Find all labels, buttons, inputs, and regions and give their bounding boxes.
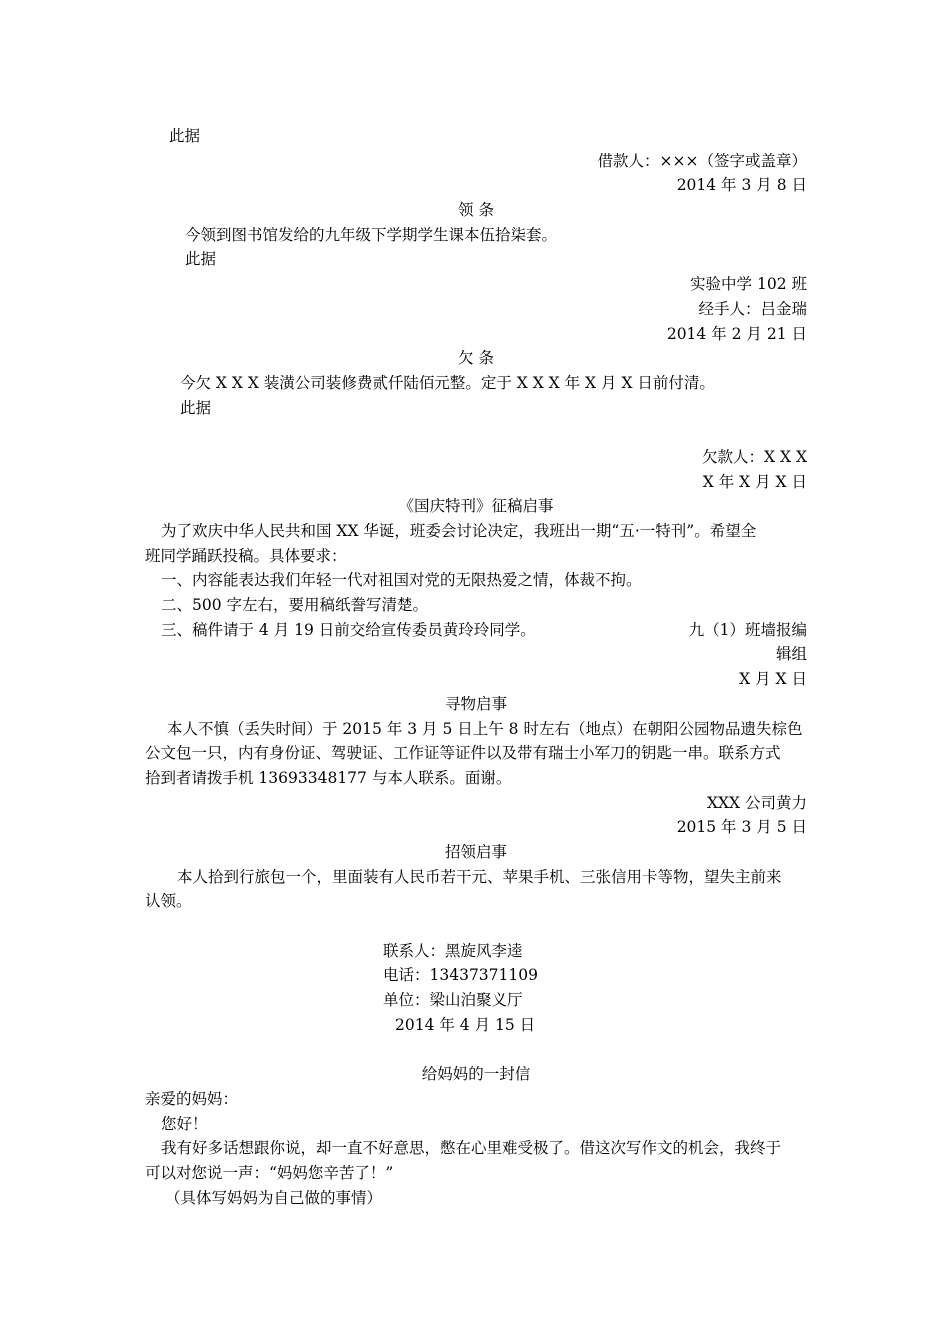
- debt-note-title: 欠 条: [458, 349, 494, 368]
- lost-notice-line-1: 本人不慎（丢失时间）于 2015 年 3 月 5 日上午 8 时左右（地点）在朝阳公园物品遗失棕色: [167, 719, 803, 738]
- lost-notice-line-3: 拾到者请拨手机 13693348177 与本人联系。面谢。: [145, 768, 512, 787]
- receipt-date: 2014 年 2 月 21 日: [666, 324, 807, 343]
- lost-notice-sign: XXX 公司黄力: [706, 793, 807, 812]
- spacer: [145, 914, 807, 939]
- receipt-title: 领 条: [458, 201, 494, 220]
- found-notice-contact: 联系人：黑旋风李逵: [383, 941, 523, 960]
- letter-para-1: 我有好多话想跟你说，却一直不好意思，憋在心里难受极了。借这次写作文的机会，我终于: [161, 1139, 782, 1158]
- call-for-papers-date: X 月 X 日: [739, 670, 807, 689]
- spacer: [145, 1037, 807, 1062]
- call-for-papers-intro-1: 为了欢庆中华人民共和国 XX 华诞，班委会讨论决定，我班出一期“五·一特刊”。希望全: [161, 522, 757, 540]
- receipt-ci-ju: 此据: [185, 250, 217, 269]
- debt-note-debtor: 欠款人：X X X: [702, 447, 807, 466]
- lost-notice-date: 2015 年 3 月 5 日: [676, 818, 807, 837]
- found-notice-line-1: 本人拾到行旅包一个，里面装有人民币若干元、苹果手机、三张信用卡等物，望失主前来: [177, 867, 782, 886]
- iou-date: 2014 年 3 月 8 日: [676, 176, 807, 195]
- found-notice-line-2: 认领。: [145, 892, 192, 911]
- call-for-papers-req-3-row: [145, 618, 807, 643]
- letter-greeting: 您好！: [161, 1114, 208, 1133]
- letter-note: （具体写妈妈为自己做的事情）: [165, 1188, 383, 1207]
- call-for-papers-sign-1: 九（1）班墙报编: [688, 620, 807, 639]
- letter-salutation: 亲爱的妈妈：: [145, 1089, 239, 1108]
- debt-note-body: 今欠 X X X 装潢公司装修费贰仟陆佰元整。定于 X X X 年 X 月 X 日前付清。: [180, 373, 715, 392]
- found-notice-unit: 单位：梁山泊聚义厅: [383, 991, 523, 1010]
- debt-note-date: X 年 X 月 X 日: [702, 472, 807, 491]
- found-notice-date: 2014 年 4 月 15 日: [395, 1015, 536, 1034]
- call-for-papers-title: 《国庆特刊》征稿启事: [398, 497, 554, 516]
- receipt-body: 今领到图书馆发给的九年级下学期学生课本伍拾柒套。: [185, 225, 558, 244]
- call-for-papers-req-2: 二、500 字左右，要用稿纸誊写清楚。: [161, 596, 429, 615]
- iou-ci-ju: 此据: [169, 127, 201, 145]
- call-for-papers-req-1: 一、内容能表达我们年轻一代对祖国对党的无限热爱之情，体裁不拘。: [161, 571, 642, 590]
- call-for-papers-intro-2: 班同学踊跃投稿。具体要求：: [145, 546, 347, 565]
- found-notice-phone: 电话：13437371109: [383, 966, 538, 985]
- spacer: [145, 420, 807, 445]
- iou-borrower: 借款人：×××（签字或盖章）: [597, 151, 807, 170]
- receipt-handler: 经手人：吕金瑞: [698, 299, 807, 318]
- document-page: [145, 124, 807, 1210]
- letter-para-2: 可以对您说一声：“妈妈您辛苦了！”: [145, 1163, 394, 1182]
- lost-notice-title: 寻物启事: [444, 694, 507, 713]
- letter-title: 给妈妈的一封信: [421, 1065, 531, 1084]
- lost-notice-line-2: 公文包一只，内有身份证、驾驶证、工作证等证件以及带有瑞士小军刀的钥匙一串。联系方式: [145, 744, 781, 763]
- receipt-org: 实验中学 102 班: [690, 275, 807, 294]
- call-for-papers-sign-2: 辑组: [775, 645, 807, 664]
- debt-note-ci-ju: 此据: [180, 398, 212, 417]
- found-notice-title: 招领启事: [444, 842, 507, 861]
- call-for-papers-req-3: 三、稿件请于 4 月 19 日前交给宣传委员黄玲玲同学。: [161, 620, 536, 639]
